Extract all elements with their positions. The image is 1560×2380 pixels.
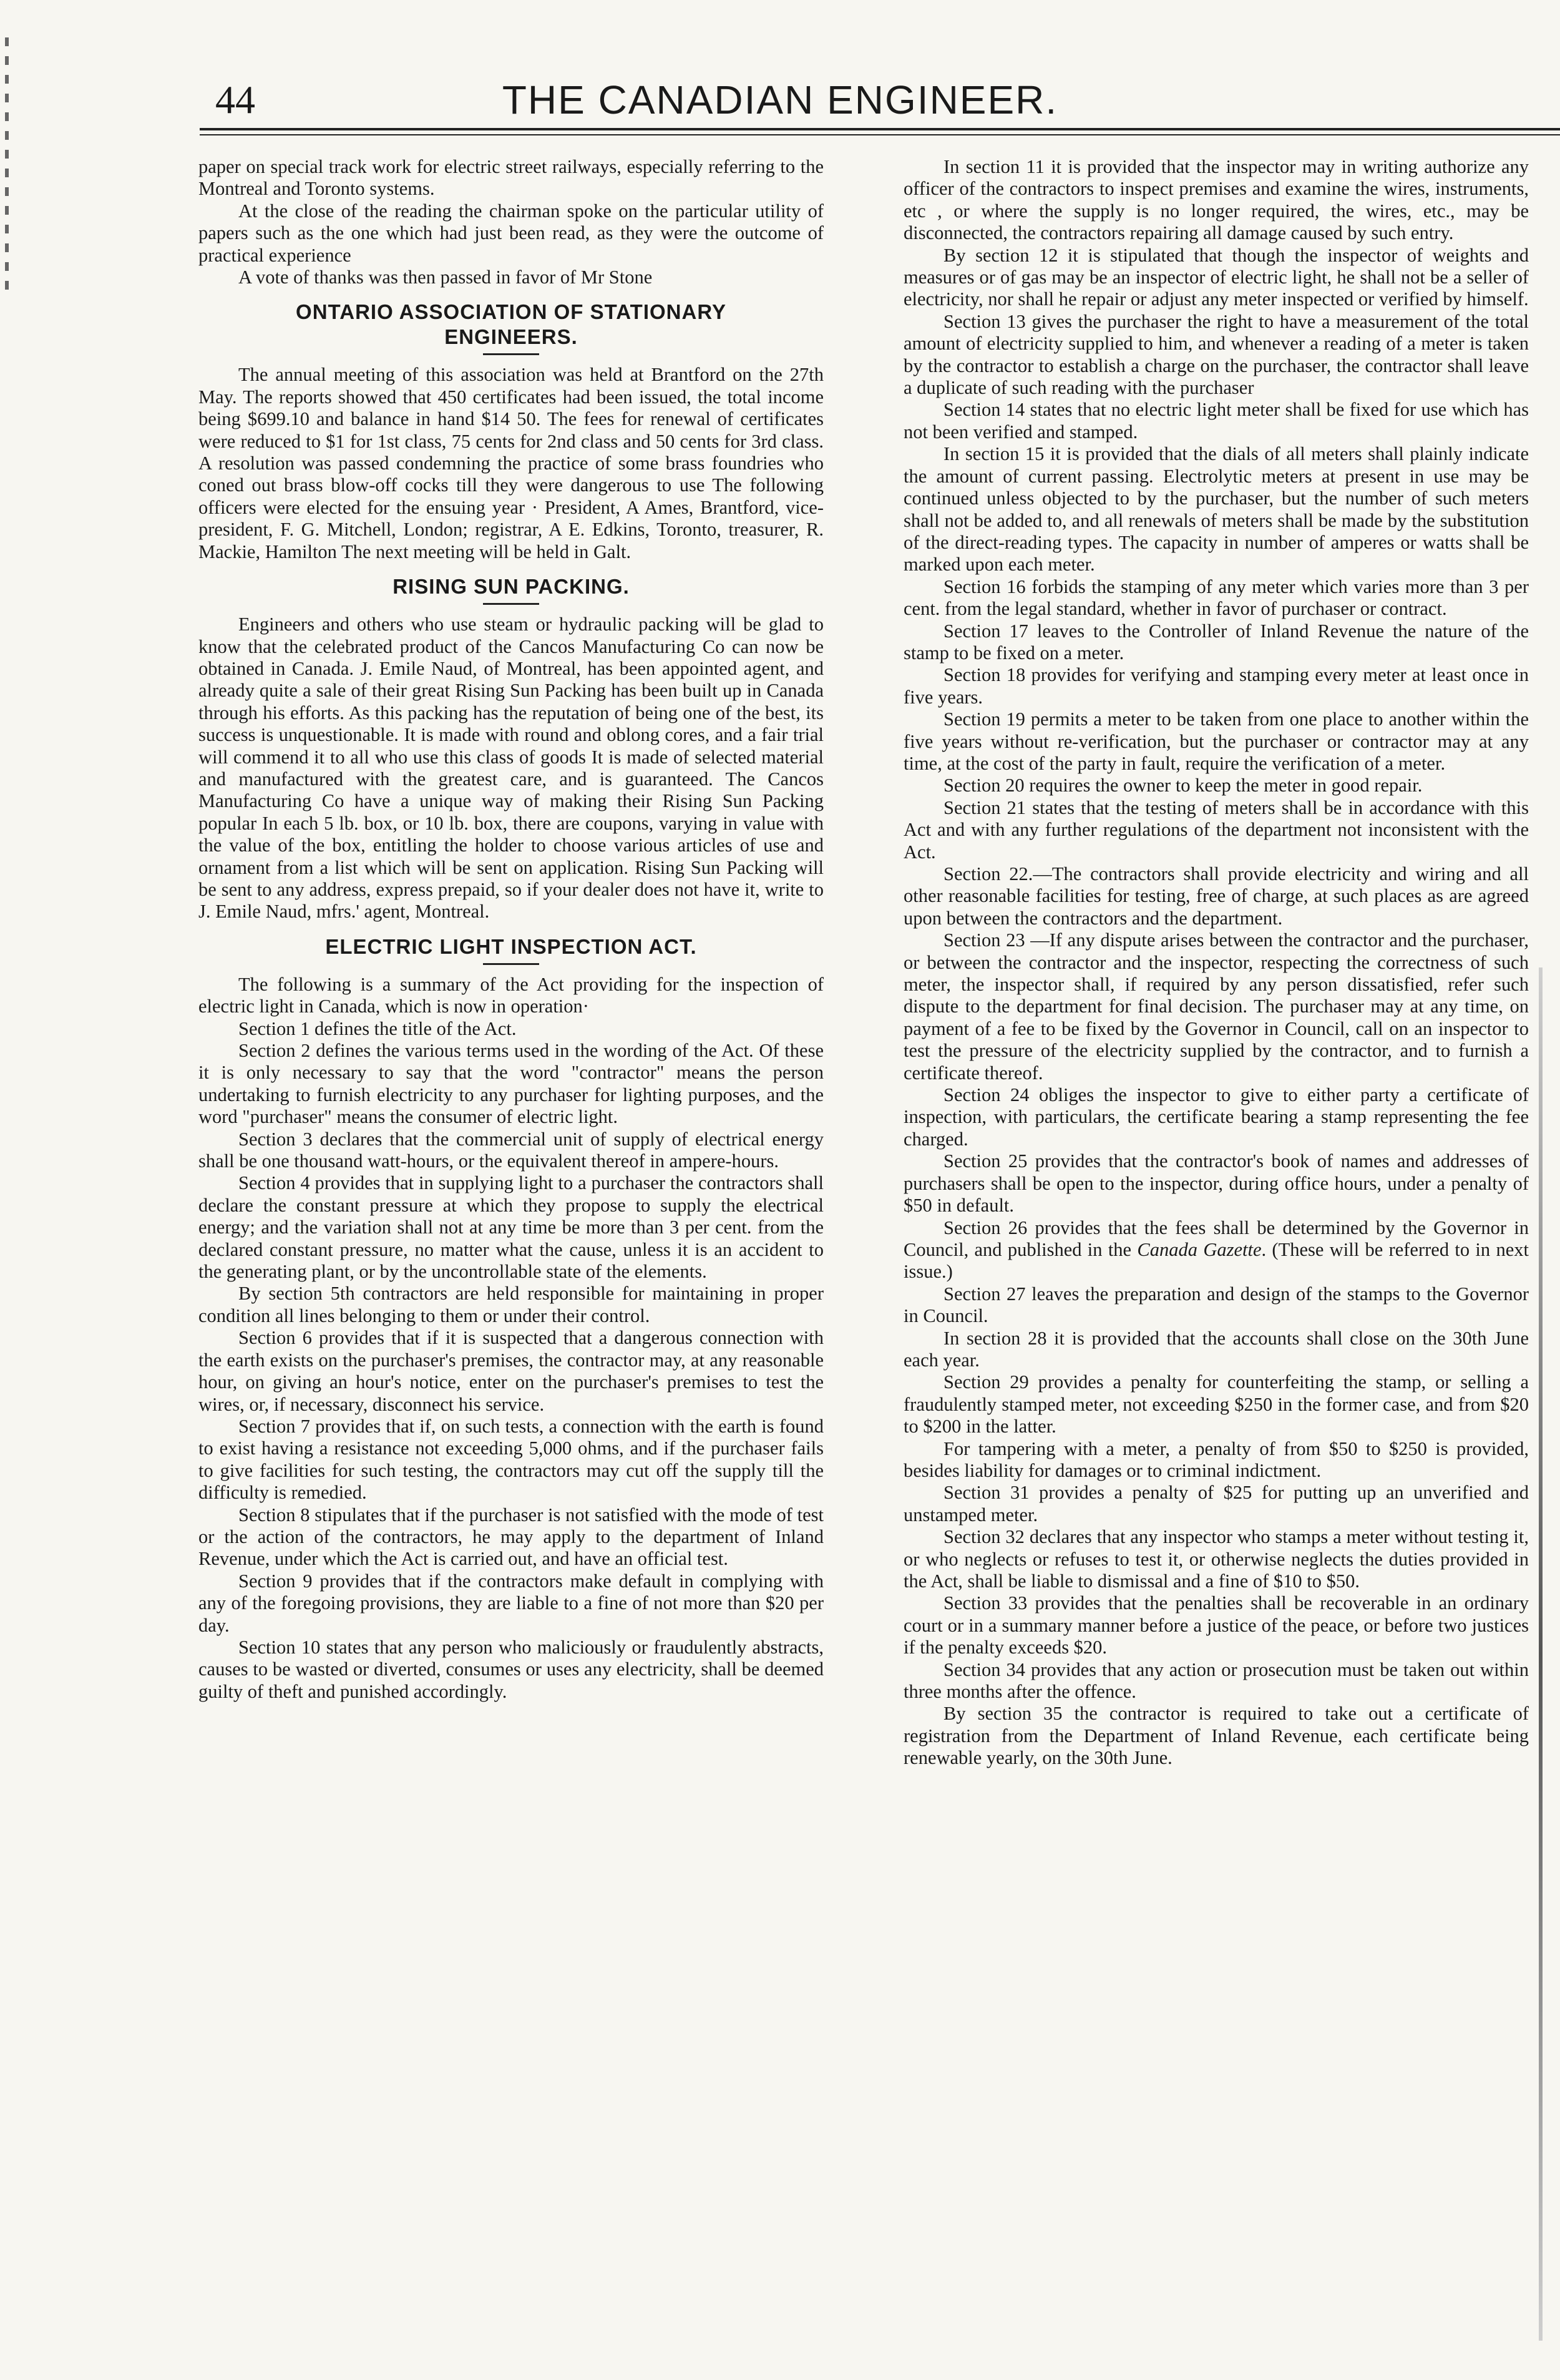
paragraph: Section 6 provides that if it is suspected that a dangerous connection with the earth exists on the purchaser's premises, the contractor may, at any reasonable hour, on giving an hour's notice, enter on the purchaser's premises to test the wires, or, if necessary, disconnect his service. xyxy=(198,1327,824,1415)
heading-line: ENGINEERS. xyxy=(444,325,578,349)
paragraph: Section 7 provides that if, on such tests, a connection with the earth is found to exist having a resistance not exceeding 5,000 ohms, and if the purchaser fails to give facilities for such testing, the contractors may cut off the supply till the difficulty is remedied. xyxy=(198,1415,824,1504)
text-run: . (These will be referred to in next issue.) xyxy=(904,1238,1529,1283)
paragraph: In section 11 it is provided that the inspector may in writing authorize any officer of the contractors to inspect premises and examine the wires, instruments, etc , or where the supply is no longer required, the wires, etc., may be disconnected, the contractors repairing all damage caused by such entry. xyxy=(904,156,1529,244)
paragraph: Section 32 declares that any inspector who stamps a meter without testing it, or who neglects or refuses to test it, or otherwise neglects the duties provided in the Act, shall be liable to dismissal and a fine of $10 to $50. xyxy=(904,1526,1529,1592)
paragraph: Section 21 states that the testing of meters shall be in accordance with this Act and with any further regulations of the department not inconsistent with the Act. xyxy=(904,796,1529,863)
paragraph: Section 17 leaves to the Controller of Inland Revenue the nature of the stamp to be fixed on a meter. xyxy=(904,620,1529,664)
paragraph: Section 10 states that any person who maliciously or fraudulently abstracts, causes to be wasted or diverted, consumes or uses any electricity, shall be deemed guilty of theft and punished accordingly. xyxy=(198,1636,824,1702)
paragraph: Section 16 forbids the stamping of any meter which varies more than 3 per cent. from the legal standard, whether in favor of purchaser or contract. xyxy=(904,575,1529,620)
paragraph: Section 33 provides that the penalties shall be recoverable in an ordinary court or in a summary manner before a justice of the peace, or before two justices if the penalty exceeds $20. xyxy=(904,1592,1529,1658)
running-title: THE CANADIAN ENGINEER. xyxy=(502,77,1058,122)
heading-rule xyxy=(483,603,539,605)
heading-rule xyxy=(483,353,539,355)
paragraph: Section 31 provides a penalty of $25 for putting up an unverified and unstamped meter. xyxy=(904,1482,1529,1525)
paragraph: In section 15 it is provided that the dials of all meters shall plainly indicate the amount of current passing. Electrolytic meters at present in use may be continued unless objected to by the purchaser, but the number of such meters shall not be added to, and all renewals of meters shall be made by the substitution of the direct-reading types. The capacity in number of amperes or watts shall be marked upon each meter. xyxy=(904,443,1529,575)
paragraph: Section 1 defines the title of the Act. xyxy=(238,1017,517,1039)
gazette-title: Canada Gazette xyxy=(1137,1238,1262,1260)
paragraph: paper on special track work for electric street railways, especially referring to the Montreal and Toronto systems. xyxy=(198,156,824,200)
paragraph: Section 18 provides for verifying and stamping every meter at least once in five years. xyxy=(904,664,1529,708)
paragraph: The following is a summary of the Act providing for the inspection of electric light in Canada, which is now in operation· xyxy=(198,973,824,1017)
paragraph: Section 3 declares that the commercial unit of supply of electrical energy shall be one thousand watt-hours, or the equivalent thereof in ampere-hours. xyxy=(198,1128,824,1172)
paragraph: Section 8 stipulates that if the purchaser is not satisfied with the mode of test or the action of the contractors, he may apply to the department of Inland Revenue, under which the Act is carried out, and have an official test. xyxy=(198,1504,824,1570)
paragraph: Section 29 provides a penalty for counterfeiting the stamp, or selling a fraudulently stamped meter, not exceeding $250 in the former case, and from $20 to $200 in the latter. xyxy=(904,1371,1529,1437)
paragraph: Section 24 obliges the inspector to give to either party a certificate of inspection, with particulars, the certificate bearing a stamp representing the fee charged. xyxy=(904,1084,1529,1150)
paragraph: Section 20 requires the owner to keep the meter in good repair. xyxy=(943,775,1423,796)
paragraph: In section 28 it is provided that the accounts shall close on the 30th June each year. xyxy=(904,1327,1529,1371)
paragraph: At the close of the reading the chairman spoke on the particular utility of papers such as the one which had just been read, as they were the outcome of practical experience xyxy=(198,200,824,266)
paragraph: By section 35 the contractor is required to take out a certificate of registration from the Department of Inland Revenue, each certificate being renewable yearly, on the 30th June. xyxy=(904,1703,1529,1769)
page-number: 44 xyxy=(215,77,255,122)
paragraph: Section 2 defines the various terms used in the wording of the Act. Of these it is only necessary to say that the word "contractor" means the person undertaking to furnish electricity to any purchaser for lighting purposes, and the word "purchaser" means the consumer of electric light. xyxy=(198,1040,824,1128)
paragraph: Section 34 provides that any action or prosecution must be taken out within three months after the offence. xyxy=(904,1658,1529,1703)
heading-rule xyxy=(483,963,539,965)
paragraph: Section 22.—The contractors shall provide electricity and wiring and all other reasonable facilities for testing, free of charge, at such places as are agreed upon between the contractors and the department. xyxy=(904,863,1529,929)
article-heading-ontario xyxy=(198,300,824,355)
paragraph: Section 14 states that no electric light meter shall be fixed for use which has not been verified and stamped. xyxy=(904,399,1529,443)
paragraph: A vote of thanks was then passed in favor of Mr Stone xyxy=(238,267,653,288)
page-header xyxy=(0,75,1560,131)
article-heading-electric-light xyxy=(198,934,824,965)
paragraph: By section 5th contractors are held responsible for maintaining in proper condition all lines belonging to them or under their control. xyxy=(198,1283,824,1326)
paragraph: Engineers and others who use steam or hydraulic packing will be glad to know that the celebrated product of the Cancos Manufacturing Co can now be obtained in Canada. J. Emile Naud, of Montreal, has been appointed agent, and already quite a sale of their great Rising Sun Packing has been built up in Canada through his efforts. As this packing has the reputation of being one of the best, its success is unquestionable. It is made with round and oblong cores, and a fair trial will commend it to all who use this class of goods It is made of selected material and manufactured with the greatest care, and is guaranteed. The Cancos Manufacturing Co have a unique way of making their Rising Sun Packing popular In each 5 lb. box, or 10 lb. box, there are coupons, varying in value with the value of the box, entitling the holder to choose various articles of use and ornament from a list which will be sent on application. Rising Sun Packing will be sent to any address, express prepaid, so if your dealer does not have it, write to J. Emile Naud, mfrs.' agent, Montreal. xyxy=(198,614,824,923)
paragraph: Section 13 gives the purchaser the right to have a measurement of the total amount of electricity supplied to him, and whenever a reading of a meter is taken by the contractor to establish a charge on the purchaser, the contractor shall leave a duplicate of such reading with the purchaser xyxy=(904,310,1529,399)
paragraph: Section 4 provides that in supplying light to a purchaser the contractors shall declare the constant pressure at which they propose to supply the electrical energy; and the variation shall not at any time be more than 3 per cent. from the declared constant pressure, no matter what the cause, unless it is an accident to the generating plant, or by the uncontrollable state of the elements. xyxy=(198,1172,824,1283)
scan-edge-shadow xyxy=(1539,967,1543,2341)
paragraph: Section 27 leaves the preparation and design of the stamps to the Governor in Council. xyxy=(904,1283,1529,1327)
paragraph: Section 9 provides that if the contractors make default in complying with any of the foregoing provisions, they are liable to a fine of not more than $20 per day. xyxy=(198,1570,824,1636)
paragraph-section-26 xyxy=(904,1217,1529,1283)
text-run: Section 26 provides that the fees shall be determined by the Governor in Council, and published in the xyxy=(904,1217,1529,1260)
header-rule xyxy=(200,128,1560,130)
header-rule-thin xyxy=(200,134,1560,135)
paragraph: Section 25 provides that the contractor's book of names and addresses of purchasers shall be open to the inspector, during office hours, under a penalty of $50 in default. xyxy=(904,1150,1529,1217)
heading-line: ONTARIO ASSOCIATION OF STATIONARY xyxy=(296,300,726,324)
paragraph: For tampering with a meter, a penalty of from $50 to $250 is provided, besides liability for damages or to criminal indictment. xyxy=(904,1437,1529,1481)
paragraph: By section 12 it is stipulated that though the inspector of weights and measures or of gas may be an inspector of electric light, he shall not be a seller of electricity, nor shall he repair or adjust any meter inspected or verified by himself. xyxy=(904,244,1529,310)
heading-line: ELECTRIC LIGHT INSPECTION ACT. xyxy=(325,934,697,958)
left-column xyxy=(198,156,824,1703)
paragraph: The annual meeting of this association was held at Brantford on the 27th May. The reports showed that 450 certificates had been issued, the total income being $699.10 and balance in hand $14 50. The fees for renewal of certificates were reduced to $1 for 1st class, 75 cents for 2nd class and 50 cents for 3rd class. A resolution was passed condemning the practice of some brass foundries who coned out brass blow-off cocks till they were dangerous to use The following officers were elected for the ensuing year · President, A Ames, Brantford, vice-president, F. G. Mitchell, London; registrar, A E. Edkins, Toronto, treasurer, R. Mackie, Hamilton The next meeting will be held in Galt. xyxy=(198,364,824,562)
article-heading-rising-sun xyxy=(198,574,824,605)
paragraph: Section 19 permits a meter to be taken from one place to another within the five years without re-verification, but the purchaser or contractor may at any time, at the cost of the party in fault, require the verification of a meter. xyxy=(904,708,1529,774)
paragraph: Section 23 —If any dispute arises between the contractor and the purchaser, or between the contractor and the inspector, respecting the correctness of such meter, the inspector shall, if required by any person dissatisfied, refer such dispute to the department for final decision. The purchaser may at any time, on payment of a fee to be fixed by the Governor in Council, call on an inspector to test the pressure of the electricity supplied by the contractor, and to furnish a certificate thereof. xyxy=(904,929,1529,1084)
right-column xyxy=(904,156,1529,1770)
heading-line: RISING SUN PACKING. xyxy=(392,575,630,599)
